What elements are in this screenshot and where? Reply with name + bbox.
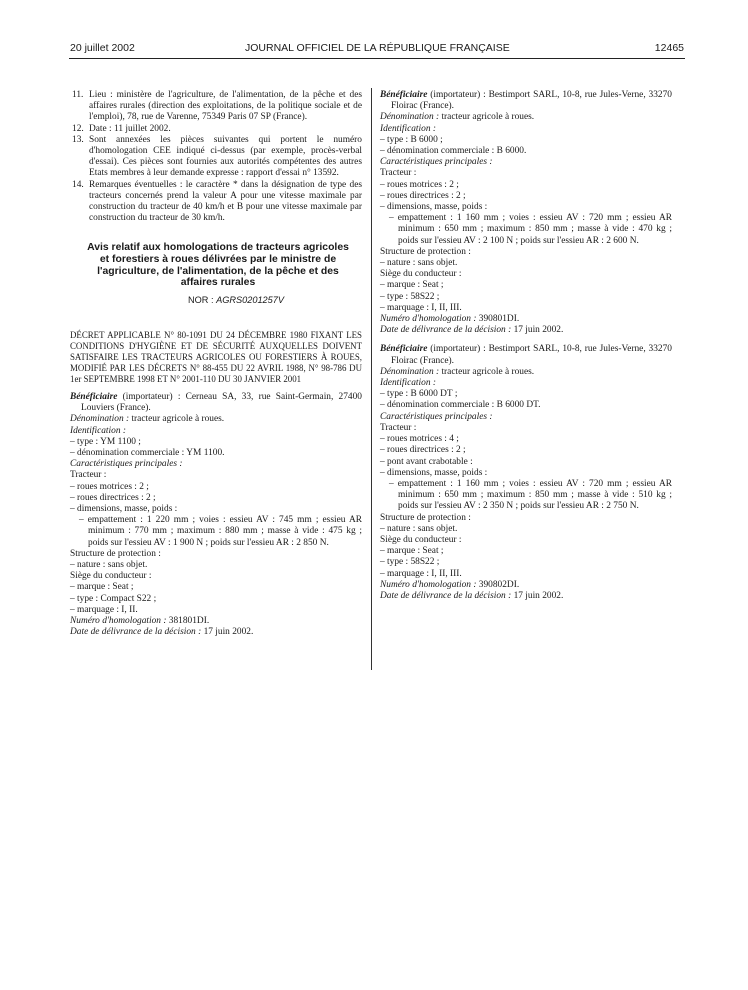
caracteristiques-label: Caractéristiques principales : (380, 157, 493, 168)
structure-label: Structure de protection : (70, 548, 161, 559)
denomination-text: tracteur agricole à roues. (439, 112, 535, 123)
siege-line: – type : 58S22 ; (380, 557, 440, 568)
dimensions: – empattement : 1 160 mm ; voies : essieu AV : 720 mm ; essieu AR minimum : 650 mm ; maximum : 850 mm ; masse à vide : 470 kg ; poids sur l'essieu AV : 2 100 N ; poids sur l'essieu AR : 2 600 N. (389, 213, 672, 246)
siege-line: – marquage : I, II, III. (380, 568, 462, 579)
right-column (380, 90, 672, 602)
date-label: Date de délivrance de la décision : (380, 590, 512, 601)
date-value: 17 juin 2002. (201, 627, 254, 638)
nor-value: AGRS0201257V (216, 294, 285, 305)
siege-line: – marque : Seat ; (380, 280, 444, 291)
siege-label: Siège du conducteur : (70, 571, 152, 582)
numero-label: Numéro d'homologation : (380, 579, 477, 590)
identification-line: – type : B 6000 ; (380, 134, 443, 145)
list-item (70, 90, 362, 124)
siege-line: – type : 58S22 ; (380, 291, 440, 302)
tracteur-line: – dimensions, masse, poids : (380, 202, 488, 213)
identification-line: – type : B 6000 DT ; (380, 389, 458, 400)
tracteur-line: – roues motrices : 4 ; (380, 434, 459, 445)
date-delivrance (380, 591, 672, 602)
dimensions: – empattement : 1 220 mm ; voies : essieu AV : 745 mm ; essieu AR minimum : 770 mm ; maximum : 880 mm ; masse à vide : 475 kg ; poids sur l'essieu AV : 1 900 N ; poids sur l'essieu AR : 2 850 N. (79, 515, 362, 548)
header-rule (69, 58, 685, 59)
denomination-label: Dénomination : (380, 112, 440, 123)
siege-line: – type : Compact S22 ; (70, 593, 157, 604)
tracteur-label: Tracteur : (380, 422, 417, 433)
item-number: 12. (72, 123, 84, 134)
identification-label: Identification : (380, 378, 436, 389)
tracteur-line: – dimensions, masse, poids : (70, 504, 178, 515)
nor-reference (110, 295, 362, 306)
beneficiaire (70, 392, 362, 414)
column-separator (371, 88, 372, 670)
notice-title: Avis relatif aux homologations de tracteurs agricoles et forestiers à roues délivrées par le ministre de l'agriculture, de l'alimentation, de la pêche et des affaires rurales (87, 242, 349, 289)
item-text: Lieu : ministère de l'agriculture, de l'alimentation, de la pêche et des affaires rurales (direction des exploitations, de la politique sociale et de l'emploi), 78, rue de Varenne, 75349 Paris 07 SP (France). (89, 90, 362, 123)
list-item (70, 180, 362, 225)
identification-label: Identification : (380, 123, 436, 134)
denomination-label: Dénomination : (380, 366, 440, 377)
page-number: 12465 (654, 42, 684, 54)
beneficiaire-label: Bénéficiaire (380, 90, 428, 100)
beneficiaire-text: (importateur) : Cerneau SA, 33, rue Saint-Germain, 27400 Louviers (France). (81, 392, 362, 414)
item-number: 14. (72, 179, 84, 190)
homologation-entry (380, 90, 672, 336)
beneficiaire-text: (importateur) : Bestimport SARL, 10-8, rue Jules-Verne, 33270 Floirac (France). (391, 90, 672, 112)
numero-value: 390801DI. (476, 314, 520, 325)
denomination (380, 112, 672, 123)
numero-label: Numéro d'homologation : (70, 616, 167, 627)
nor-label: NOR : (187, 294, 214, 305)
header-date: 20 juillet 2002 (70, 42, 135, 54)
identification-line: – dénomination commerciale : B 6000. (380, 146, 527, 157)
beneficiaire-label: Bénéficiaire (380, 344, 428, 355)
tracteur-line: – roues directrices : 2 ; (70, 492, 156, 503)
tracteur-line: – roues directrices : 2 ; (380, 190, 466, 201)
tracteur-label: Tracteur : (380, 168, 417, 179)
date-value: 17 juin 2002. (511, 590, 564, 601)
item-number: 11. (72, 90, 84, 100)
denomination-label: Dénomination : (70, 414, 130, 425)
denomination (380, 367, 672, 378)
numero-homologation (70, 616, 362, 627)
tracteur-line: – dimensions, masse, poids : (380, 467, 488, 478)
siege-line: – marque : Seat ; (70, 582, 134, 593)
list-item (70, 135, 362, 180)
numero-label: Numéro d'homologation : (380, 314, 477, 325)
date-value: 17 juin 2002. (511, 325, 564, 336)
siege-line: – marque : Seat ; (380, 546, 444, 557)
decree-heading: DÉCRET APPLICABLE N° 80-1091 DU 24 DÉCEMBRE 1980 FIXANT LES CONDITIONS D'HYGIÈNE ET DE SÉCURITÉ AUXQUELLES DOIVENT SATISFAIRE LES TRACTEURS AGRICOLES OU FORESTIERS À ROUES, MODIFIÉ PAR LES DÉCRETS N° 88-455 DU 22 AVRIL 1988, N° 98-786 DU 1er SEPTEMBRE 1998 ET N° 2001-110 DU 30 JANVIER 2001 (70, 330, 362, 385)
identification-line: – dénomination commerciale : YM 1100. (70, 448, 225, 459)
identification-line: – type : YM 1100 ; (70, 436, 141, 447)
date-delivrance (70, 627, 362, 638)
date-label: Date de délivrance de la décision : (70, 627, 202, 638)
beneficiaire (380, 90, 672, 112)
siege-label: Siège du conducteur : (380, 269, 462, 280)
beneficiaire-text: (importateur) : Bestimport SARL, 10-8, rue Jules-Verne, 33270 Floirac (France). (391, 344, 672, 366)
siege-label: Siège du conducteur : (380, 534, 462, 545)
homologation-entry (70, 392, 362, 638)
left-column (70, 90, 362, 638)
siege-line: – marquage : I, II, III. (380, 302, 462, 313)
identification-label: Identification : (70, 425, 126, 436)
structure-line: – nature : sans objet. (70, 560, 148, 571)
tracteur-label: Tracteur : (70, 470, 107, 481)
structure-label: Structure de protection : (380, 512, 471, 523)
tracteur-line: – pont avant crabotable : (380, 456, 473, 467)
item-number: 13. (72, 134, 84, 145)
tracteur-line: – roues directrices : 2 ; (380, 445, 466, 456)
tracteur-line: – roues motrices : 2 ; (380, 179, 459, 190)
structure-line: – nature : sans objet. (380, 523, 458, 534)
tracteur-line: – roues motrices : 2 ; (70, 481, 149, 492)
list-item (70, 124, 362, 135)
caracteristiques-label: Caractéristiques principales : (70, 459, 183, 470)
numbered-list (70, 90, 362, 224)
beneficiaire-label: Bénéficiaire (70, 392, 118, 403)
caracteristiques-label: Caractéristiques principales : (380, 411, 493, 422)
numero-homologation (380, 314, 672, 325)
denomination-text: tracteur agricole à roues. (439, 366, 535, 377)
numero-homologation (380, 580, 672, 591)
date-delivrance (380, 325, 672, 336)
homologation-entry (380, 344, 672, 602)
siege-line: – marquage : I, II. (70, 604, 138, 615)
identification-line: – dénomination commerciale : B 6000 DT. (380, 400, 541, 411)
structure-line: – nature : sans objet. (380, 258, 458, 269)
item-text: Date : 11 juillet 2002. (89, 123, 171, 134)
denomination (70, 414, 362, 425)
item-text: Remarques éventuelles : le caractère * dans la désignation de type des tracteurs concernés prend la valeur A pour une vitesse maximale par construction du tracteur de 40 km/h et B pour une vitesse maximale par construction du tracteur de 30 km/h. (89, 179, 362, 224)
structure-label: Structure de protection : (380, 246, 471, 257)
beneficiaire (380, 344, 672, 366)
denomination-text: tracteur agricole à roues. (129, 414, 225, 425)
date-label: Date de délivrance de la décision : (380, 325, 512, 336)
dimensions: – empattement : 1 160 mm ; voies : essieu AV : 720 mm ; essieu AR minimum : 650 mm ; maximum : 850 mm ; masse à vide : 510 kg ; poids sur l'essieu AV : 2 350 N ; poids sur l'essieu AR : 2 750 N. (389, 478, 672, 512)
numero-value: 381801DI. (166, 616, 210, 627)
numero-value: 390802DI. (476, 579, 520, 590)
item-text: Sont annexées les pièces suivantes qui portent le numéro d'homologation CEE indiqué ci-dessus (par exemple, procès-verbal d'essai). Ces pièces sont fournies aux autorités compétentes des autres Etats membres à leur demande expresse : rapport d'essai n° 13592. (89, 134, 362, 179)
journal-title: JOURNAL OFFICIEL DE LA RÉPUBLIQUE FRANÇAISE (245, 42, 510, 54)
